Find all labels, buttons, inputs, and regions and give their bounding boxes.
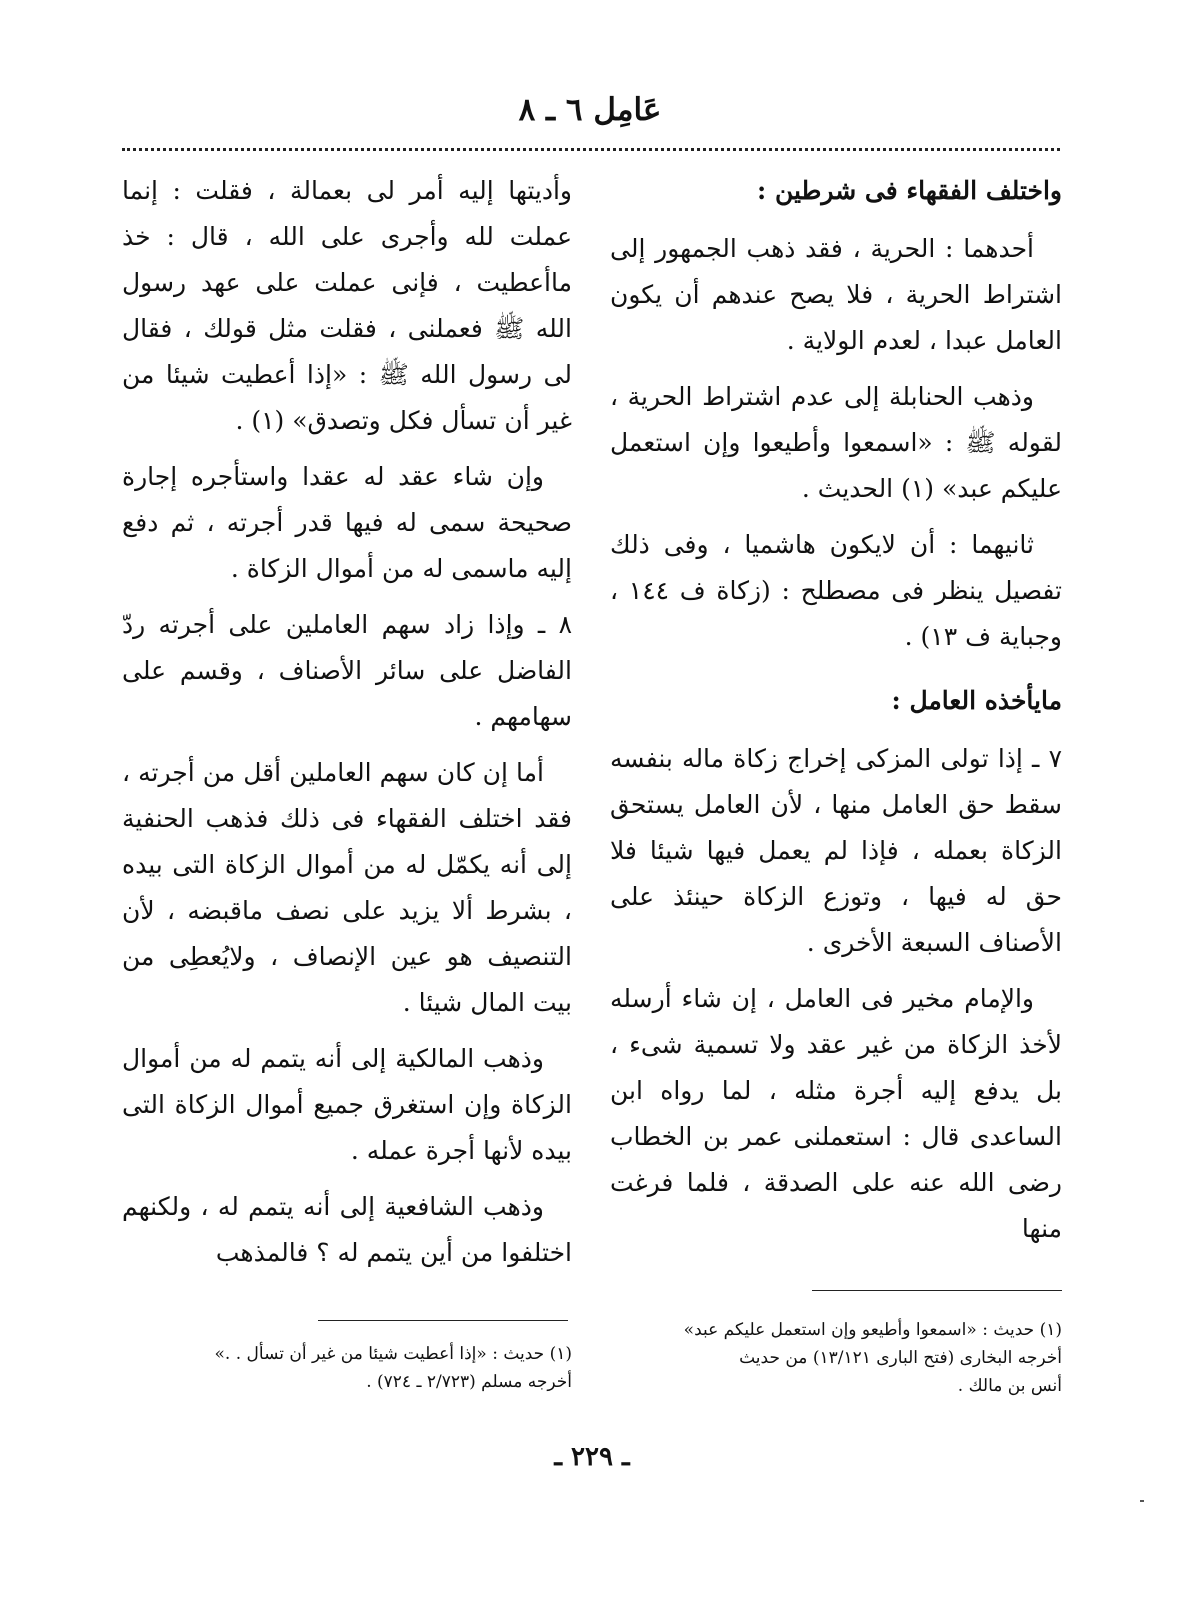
paragraph: ٨ ـ وإذا زاد سهم العاملين على أجرته ردّ الفاضل على سائر الأصناف ، وقسم على سهامهم . — [122, 610, 572, 731]
footnote-divider-right — [812, 1290, 1062, 1291]
right-column — [610, 168, 1062, 1262]
paragraph: وذهب الحنابلة إلى عدم اشتراط الحرية ، لقوله ﷺ : «اسمعوا وأطيعوا وإن استعمل عليكم عبد» (١) الحديث . — [610, 382, 1062, 503]
footnote-line: أخرجه البخارى (فتح البارى ١٣/١٢١) من حديث — [739, 1348, 1062, 1368]
left-column — [122, 168, 572, 1286]
paragraph: وإن شاء عقد له عقدا واستأجره إجارة صحيحة سمى له فيها قدر أجرته ، ثم دفع إليه ماسمى له من أموال الزكاة . — [122, 462, 572, 583]
footnote-line: أنس بن مالك . — [957, 1376, 1062, 1396]
paragraph: أحدهما : الحرية ، فقد ذهب الجمهور إلى اشتراط الحرية ، فلا يصح عندهم أن يكون العامل عبدا ، لعدم الولاية . — [610, 234, 1062, 355]
paragraph: وذهب المالكية إلى أنه يتمم له من أموال الزكاة وإن استغرق جميع أموال الزكاة التى بيده لأنها أجرة عمله . — [122, 1044, 572, 1165]
footnote-left — [122, 1340, 572, 1396]
paragraph: والإمام مخير فى العامل ، إن شاء أرسله لأخذ الزكاة من غير عقد ولا تسمية شىء ، بل يدفع إليه أجرة مثله ، لما رواه ابن الساعدى قال : استعملنى عمر بن الخطاب رضى الله عنه على الصدقة ، فلما فرغت منها — [610, 984, 1062, 1243]
footnote-line: (١) حديث : «اسمعوا وأطيعو وإن استعمل عليكم عبد» — [683, 1320, 1062, 1340]
paragraph: وذهب الشافعية إلى أنه يتمم له ، ولكنهم اختلفوا من أين يتمم له ؟ فالمذهب — [122, 1192, 572, 1267]
paragraph: أما إن كان سهم العاملين أقل من أجرته ، فقد اختلف الفقهاء فى ذلك فذهب الحنفية إلى أنه يكمّل له من أموال الزكاة التى بيده ، بشرط ألا يزيد على نصف ماقبضه ، لأن التنصيف هو عين الإنصاف ، ولايُعطِى من بيت المال شيئا . — [122, 758, 572, 1017]
footnote-right — [610, 1316, 1062, 1400]
header-dotted-divider — [122, 148, 1060, 151]
section-heading-conditions: واختلف الفقهاء فى شرطين : — [757, 176, 1062, 205]
header-title: عَامِل ٦ ـ ٨ — [518, 92, 662, 128]
section-heading-what-worker-takes: مايأخذه العامل : — [891, 686, 1062, 715]
scan-speck — [1140, 1500, 1144, 1502]
paragraph: ٧ ـ إذا تولى المزكى إخراج زكاة ماله بنفسه سقط حق العامل منها ، لأن العامل يستحق الزكاة بعمله ، فإذا لم يعمل فيها شيئا فلا حق له فيها ، وتوزع الزكاة حينئذ على الأصناف السبعة الأخرى . — [610, 744, 1062, 957]
footnote-line: (١) حديث : «إذا أعطيت شيئا من غير أن تسأل . .» — [214, 1344, 572, 1364]
footnote-line: أخرجه مسلم (٢/٧٢٣ ـ ٧٢٤) . — [366, 1372, 572, 1392]
paragraph: وأديتها إليه أمر لى بعمالة ، فقلت : إنما عملت لله وأجرى على الله ، قال : خذ ماأعطيت ، فإنى عملت على عهد رسول الله ﷺ فعملنى ، فقلت مثل قولك ، فقال لى رسول الله ﷺ : «إذا أعطيت شيئا من غير أن تسأل فكل وتصدق» (١) . — [122, 176, 572, 435]
footnote-divider-left — [318, 1320, 568, 1321]
page-header — [120, 88, 1060, 148]
page-number: ـ ٢٢٩ ـ — [554, 1442, 630, 1472]
paragraph: ثانيهما : أن لايكون هاشميا ، وفى ذلك تفصيل ينظر فى مصطلح : (زكاة ف ١٤٤ ، وجباية ف ١٣) . — [610, 530, 1062, 651]
